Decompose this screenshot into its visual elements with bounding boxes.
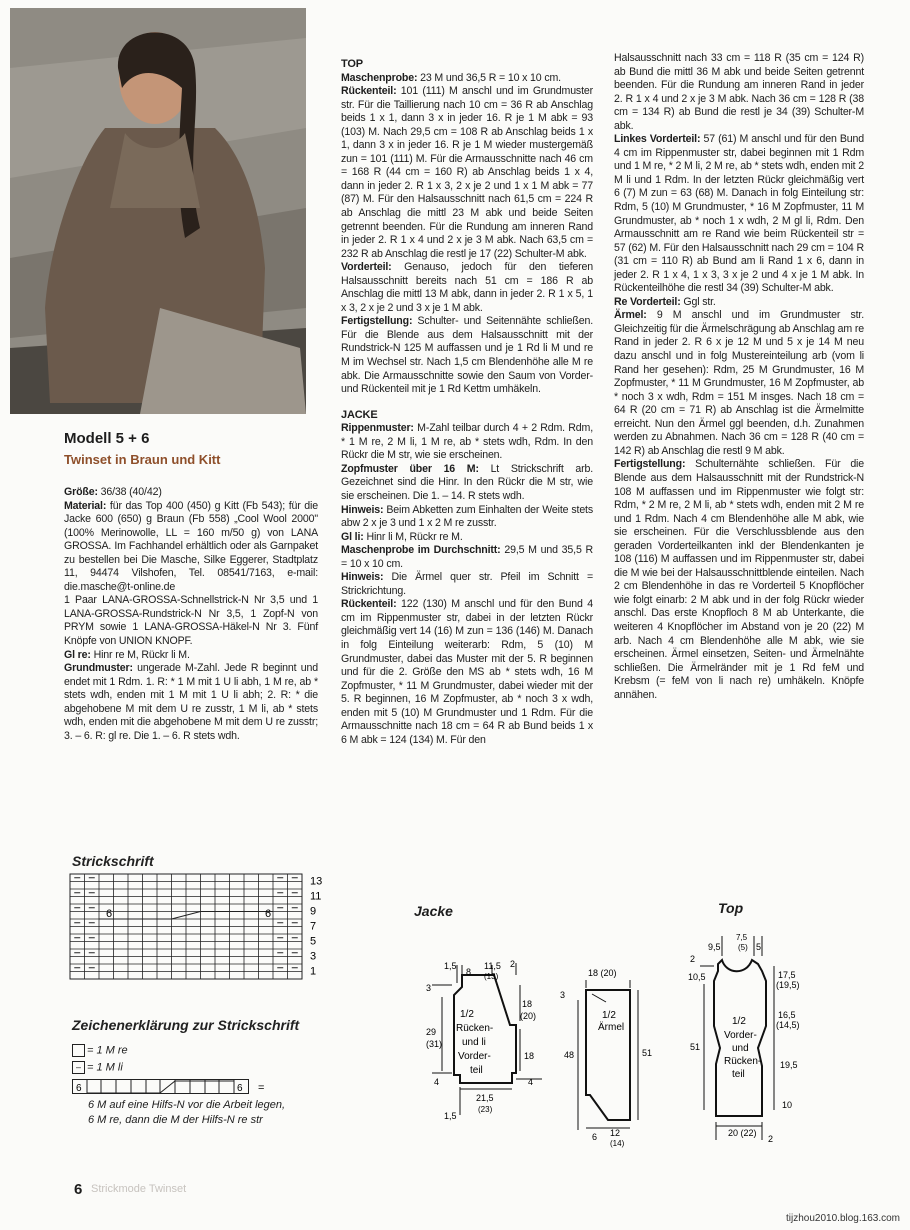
sleeve-m-51: 51: [642, 1048, 653, 1058]
purl-symbol-icon: –: [72, 1061, 85, 1074]
m-21-5: 21,5: [476, 1093, 494, 1103]
top-m-20-22: 20 (22): [728, 1128, 757, 1138]
right-column: [614, 52, 864, 702]
vorderteil-text: Genauso, jedoch für den tieferen Halsausschnitt bereits nach 51 cm = 186 R ab Anschlag die mittl 13 M abk, dann in jeder 2. R 1 x 5, 1 x 3, 2 x je 2 und 3 x je 1 M abk.: [341, 261, 593, 314]
top-m-19-5: 19,5: [780, 1060, 798, 1070]
top-label-3: und: [732, 1043, 749, 1054]
top-schematic-title: Top: [718, 900, 744, 916]
top-label-1: 1/2: [732, 1016, 746, 1027]
blog-credit: tijzhou2010.blog.163.com: [786, 1213, 900, 1224]
chart-row-label: 13: [310, 875, 323, 888]
groesse-value: 36/38 (40/42): [100, 486, 162, 498]
cable-six-left: 6: [76, 1083, 82, 1094]
top-heading: TOP: [341, 58, 363, 70]
hinweis-label: Hinweis:: [341, 503, 384, 516]
model-photo: [10, 8, 306, 414]
knitting-chart-row-labels: [310, 876, 322, 978]
m-3: 3: [426, 983, 432, 993]
magazine-name: Strickmode Twinset: [91, 1183, 187, 1195]
glre-label: Gl re:: [64, 648, 91, 661]
grundmuster-text: ungerade M-Zahl. Jede R beginnt und endet mit 1 Rdm. 1. R: * 1 M mit 1 U li abh, 1 M re, ab * stets wdh, enden mit 1 M mit 1 U li abh; 2. R: * die abgehobene M mit dem U re zusstr, 1 M li, ab * stets wdh, enden mit die abgehobene M mit dem U re zusstr; 3. – 6. R: gl re. Die 1. – 6. R stets wdh.: [64, 662, 318, 742]
m-4a: 4: [434, 1077, 440, 1087]
sleeve-m-12: 12: [610, 1128, 621, 1138]
m-1-5-top: 1,5: [444, 961, 457, 971]
rippenmuster-text: M-Zahl teilbar durch 4 + 2 Rdm. Rdm, * 1 M re, 2 M li, 1 M re, ab * stets wdh, Rdm. In den Rückr die M str, wie sie erscheinen.: [341, 422, 594, 462]
legend-title: Zeichenerklärung zur Strickschrift: [72, 1017, 300, 1033]
rippenmuster-label: Rippenmuster:: [341, 422, 414, 435]
m-11-5: 11,5: [484, 961, 501, 971]
top-m-5b: 5: [756, 942, 762, 952]
chart-row-label: 9: [310, 905, 317, 918]
jacke-body-label-2: Rücken-: [456, 1023, 494, 1034]
top-m-5: (5): [738, 943, 748, 952]
jacke-sleeve-schematic: [556, 960, 666, 1150]
hinweis-text: Beim Abketten zum Einhalten der Weite stets abw 2 x je 3 und 1 x 2 M re zusstr.: [341, 503, 593, 530]
chart-row-label: 1: [310, 965, 317, 978]
m-13: (13): [484, 972, 499, 981]
rueckenteil-text: 101 (111) M anschl und im Grundmuster str. Für die Taillierung nach 10 cm = 36 R ab Anschlag beids 1 x 1, dann 3 x in jeder 16. R je 1 M abk = 93 (103) M. Nach 29,5 cm = 108 R ab Anschlag beids 1 x 1, dann 3 x in jeder 16. R je 1 M wieder mustergemäß zun = 101 (111) M. Für die Armausschnitte nach 46 cm = 168 R (44 cm = 160 R) ab Anschlag beids 1 x 4, dann in jeder 2. R 1 x 3, 2 x je 2 und 1 x 1 M abk = 77 (87) M. Für den Halsausschnitt nach 61,5 cm = 224 R ab Anschlag die mittl 23 M abk und beide Seiten getrennt beenden. Für die Rundung am inneren Rand in jeder 2. R 1 x 4 und 2 x je 3 M abk. Nach 63,5 cm = 232 R ab Anschlag die restl je 17 (22) Schulter-M abk.: [341, 85, 593, 260]
model-subtitle: Twinset in Braun und Kitt: [64, 452, 221, 467]
m-18: 18: [522, 999, 533, 1009]
groesse-label: Größe:: [64, 486, 98, 498]
strickschrift-title: Strickschrift: [72, 853, 154, 869]
top-schematic: [686, 926, 836, 1146]
rueckenteil2-text: 122 (130) M anschl und für den Bund 4 cm im Rippenmuster str, dabei in der letzten Rückr gleichmäßig vert 14 (16) M zun = 136 (146) M. Danach in folg Einteilung weiterarb: Rdm, 5 (10) M Grundmuster, dabei das Muster mit der 5. R beginnen und für die 2. Größe den MS ab * stets wdh, 16 M Zopfmuster, * 11 M Grundmuster, dabei wieder mit der 5. R beginnen, 16 M Zopfmuster, ab * noch 3 x wdh, enden mit 5 (10) M Grundmuster und 1 Rdm. Für die Armausschnitte nach 18 cm = 64 R ab Bund beids 1 x 6 M abk = 124 (134) M. Für den: [341, 598, 593, 746]
chart-six-right: 6: [265, 908, 272, 920]
glre-text: Hinr re M, Rückr li M.: [93, 648, 190, 661]
material-text: für das Top 400 (450) g Kitt (Fb 543); für die Jacke 600 (650) g Braun (Fb 558) „Cool Wool 2000" (100% Merinowolle, LL = 160 m/50 g) von LANA GROSSA. Im Fachhandel erhältlich oder als Garnpaket zu bestellen bei Die Masche, Silke Eggerer, Stadtplatz 11, 94474 Vilshofen, Tel. 08541/7163, e-mail: die.masche@t-online.de: [64, 499, 318, 593]
needles-text: 1 Paar LANA-GROSSA-Schnellstrick-N Nr 3,5 und 1 LANA-GROSSA-Rundstrick-N Nr 3,5, 1 Zopf-N von PRYM sowie 1 LANA-GROSSA-Häkel-N Nr 3. Fünf Knöpfe von UNION KNOPF.: [64, 594, 318, 648]
jacke-body-schematic: [424, 955, 554, 1125]
chart-row-label: 7: [310, 920, 317, 933]
maschenprobe-text: 23 M und 36,5 R = 10 x 10 cm.: [420, 71, 561, 84]
glli-label: Gl li:: [341, 530, 364, 543]
top-m-51: 51: [690, 1042, 701, 1052]
m-2: 2: [510, 959, 516, 969]
top-label-2: Vorder-: [724, 1030, 757, 1041]
top-m-2: 2: [690, 954, 696, 964]
top-label-5: teil: [732, 1069, 745, 1080]
jacke-body-label-1: 1/2: [460, 1009, 474, 1020]
glli-text: Hinr li M, Rückr re M.: [366, 530, 463, 543]
m-31: (31): [426, 1039, 443, 1049]
knit-symbol-icon: [72, 1044, 85, 1057]
legend-item-knit: [72, 1044, 128, 1057]
linkes-vorderteil-text: 57 (61) M anschl und für den Bund 4 cm im Rippenmuster str, dabei beginnen mit 1 Rdm und 1 M re, * 2 M li, 2 M re, ab * stets wdh, enden mit 2 M li und 1 Rdm. In der letzten Rückr gleichmäßig vert 6 (7) M zun = 63 (68) M. Danach in folg Einteilung str: Rdm, 5 (10) M Grundmuster, * 16 M Zopfmuster, 11 M Grundmuster, ab * noch 1 x wdh, 2 M gl li, Rdm. Den Armausschnitt am re Rand wie beim Rückenteil str = 57 (62) M. Für den Halsausschnitt nach 29 cm = 104 R (31 cm = 110 R) ab Bund am li Rand 1 x 6, dann in jeder 2. R 1 x 4, 1 x 3, 3 x je 2 und 4 x je 1 M abk. In Rückenteilhöhe die restl 34 (39) Schulter-M abk.: [614, 133, 865, 295]
vorderteil-label: Vorderteil:: [341, 261, 392, 274]
legend-cable-text: 6 M auf eine Hilfs-N vor die Arbeit legen, 6 M re, dann die M der Hilfs-N re str: [88, 1099, 286, 1126]
sleeve-m-14: (14): [610, 1139, 625, 1148]
cable-six-right: 6: [237, 1083, 243, 1094]
fertigstellung-text: Schulter- und Seitennähte schließen. Für die Blende aus dem Halsausschnitt mit der Rundstrick-N 125 M auffassen und je 1 Rd li M und re M im Wechsel str. Nach 1,5 cm Blendenhöhe alle M re abk. Die Armausschnitte sowie den Saum von Vorder- und Rückenteil mit je 1 Rd Kettm umhäkeln.: [341, 315, 594, 396]
legend-item-purl: [72, 1061, 123, 1074]
fertigstellung-label: Fertigstellung:: [341, 315, 413, 328]
hinweis2-text: Die Ärmel quer str. Pfeil im Schnitt = Strickrichtung.: [341, 571, 594, 597]
re-vorderteil-label: Re Vorderteil:: [614, 295, 681, 308]
top-m-19-5-paren: (19,5): [776, 980, 800, 990]
middle-column: [341, 58, 593, 747]
top-m-7-5: 7,5: [736, 933, 748, 942]
m-29: 29: [426, 1027, 437, 1037]
sleeve-label-2: Ärmel: [598, 1022, 625, 1033]
chart-row-label: 3: [310, 950, 317, 963]
jacke-schematic-title: Jacke: [414, 903, 453, 919]
top-label-4: Rücken-: [724, 1056, 762, 1067]
aermel-text: 9 M anschl und im Grundmuster str. Gleichzeitig für die Ärmelschrägung ab Anschlag am re Rand in jeder 2. R 6 x je 12 M und 5 x je 14 M neu dazu anschl und in folg Mustereinteilung arb (vom li Rand her gesehen): Rdm, 25 M Grundmuster, 16 M Zopfmuster, * 11 M Grundmuster, 16 M Zopfmuster, ab * noch 3 x wdh, Rdm = 151 M insges. Nach 18 cm = 64 R (20 cm = 71 R) ab Anschlag ist die Ärmelmitte erreicht. Nun den Ärmel ggl beenden, d.h. Zunahmen werden zu Abnahmen. Nach 36 cm = 128 R (40 cm = 142 R) ab Anschlag die restl 9 M abk.: [614, 309, 864, 457]
zopfmuster-label: Zopfmuster über 16 M:: [341, 462, 479, 475]
top-m-17-5: 17,5: [778, 970, 796, 980]
hinweis2-label: Hinweis:: [341, 571, 384, 584]
m-1-5-bot: 1,5: [444, 1111, 457, 1121]
knitting-chart: [66, 870, 336, 980]
top-m-14-5: (14,5): [776, 1020, 800, 1030]
halsausschnitt-text: Halsausschnitt nach 33 cm = 118 R (35 cm = 124 R) ab Bund die mittl 36 M abk und beide Seiten getrennt beenden. Für die Rundung am inneren Rand in jeder 2. R 1 x 4 und 2 x je 3 M abk. Nach 36 cm = 128 R (38 cm = 134 R) ab Bund die restl je 34 (39) Schulter-M abk.: [614, 52, 864, 132]
cable-equals: =: [258, 1082, 265, 1094]
maschenprobe2-label: Maschenprobe im Durchschnitt:: [341, 544, 501, 557]
jacke-body-label-3: und li: [462, 1037, 486, 1048]
m-4b: 4: [528, 1077, 534, 1087]
sleeve-m-6: 6: [592, 1132, 598, 1142]
chart-six-left: 6: [106, 908, 113, 920]
top-m-16-5: 16,5: [778, 1010, 796, 1020]
left-column: [64, 486, 318, 743]
rueckenteil2-label: Rückenteil:: [341, 598, 397, 611]
legend-item-knit-text: = 1 M re: [87, 1044, 128, 1057]
re-vorderteil-text: Ggl str.: [683, 295, 716, 308]
maschenprobe-label: Maschenprobe:: [341, 71, 418, 84]
m-18b: 18: [524, 1051, 535, 1061]
grundmuster-label: Grundmuster:: [64, 662, 133, 675]
chart-row-label: 5: [310, 935, 317, 948]
zopfmuster-text: Lt Strickschrift arb. Gezeichnet sind die Hinr. In den Rückr die M str, wie sie erscheinen. Die 1. – 14. R stets wdh.: [341, 462, 593, 502]
top-m-2b: 2: [768, 1134, 774, 1144]
chart-row-label: 11: [310, 890, 322, 903]
jacke-body-label-5: teil: [470, 1065, 483, 1076]
sleeve-m-48: 48: [564, 1050, 575, 1060]
sleeve-m-18-20: 18 (20): [588, 968, 617, 978]
top-m-9-5: 9,5: [708, 942, 721, 952]
m-8: 8: [466, 967, 472, 977]
top-m-10-5: 10,5: [688, 972, 706, 982]
maschenprobe2-text: 29,5 M und 35,5 R = 10 x 10 cm.: [341, 544, 593, 570]
jacke-body-label-4: Vorder-: [458, 1051, 491, 1062]
material-label: Material:: [64, 499, 107, 512]
sleeve-label-1: 1/2: [602, 1010, 616, 1021]
jacke-heading: JACKE: [341, 408, 378, 421]
rueckenteil-label: Rückenteil:: [341, 85, 397, 98]
cable-symbol-icon: [72, 1079, 272, 1095]
knitting-chart-grid: [70, 874, 302, 979]
page-number: 6: [74, 1181, 83, 1198]
fertigstellung2-text: Schulternähte schließen. Für die Blende aus dem Halsausschnitt mit der Rundstrick-N 108 M auffassen und im Rippenmuster wie folgt str: Rdm, * 2 M re, 2 M li, ab * stets wdh, enden mit 2 M re und 1 Rdm. Nach 4 cm Blendenhöhe alle M abk, wie sie erscheinen. Für die Verschlussblende aus den geraden Vorderteilkanten inkl der Blendenkanten je 108 (116) M auffassen und im Rippenmuster str, dabei die M wie bei der Halsausschnittblende einteilen. Nach 2 cm Blendenhöhe in das re Vorderteil 5 Knopflöcher wie folgt einarb: 2 M abk und in der folg Rückr wieder anschl. Das erste Knopfloch 8 M ab Unterkante, die weiteren 4 Knopflöcher im Abstand von je 20 (22) M arb. Nach 4 cm Blendenhöhe alle M abk, wie sie erscheinen. Ärmel einsetzen, Seiten- und Ärmelnähte schließen. Die Ärmelränder mit je 1 Rd feM und Krebsm (= feM von li nach re) umhäkeln. Knöpfe annähen.: [614, 458, 865, 701]
aermel-label: Ärmel:: [614, 309, 647, 322]
legend-item-purl-text: = 1 M li: [87, 1061, 123, 1074]
model-photo-illustration: [10, 8, 306, 414]
m-23: (23): [478, 1105, 493, 1114]
top-m-10: 10: [782, 1100, 793, 1110]
linkes-vorderteil-label: Linkes Vorderteil:: [614, 133, 701, 146]
fertigstellung2-label: Fertigstellung:: [614, 458, 686, 471]
m-20: (20): [520, 1011, 537, 1021]
model-title: Modell 5 + 6: [64, 430, 150, 447]
sleeve-m-3: 3: [560, 990, 566, 1000]
